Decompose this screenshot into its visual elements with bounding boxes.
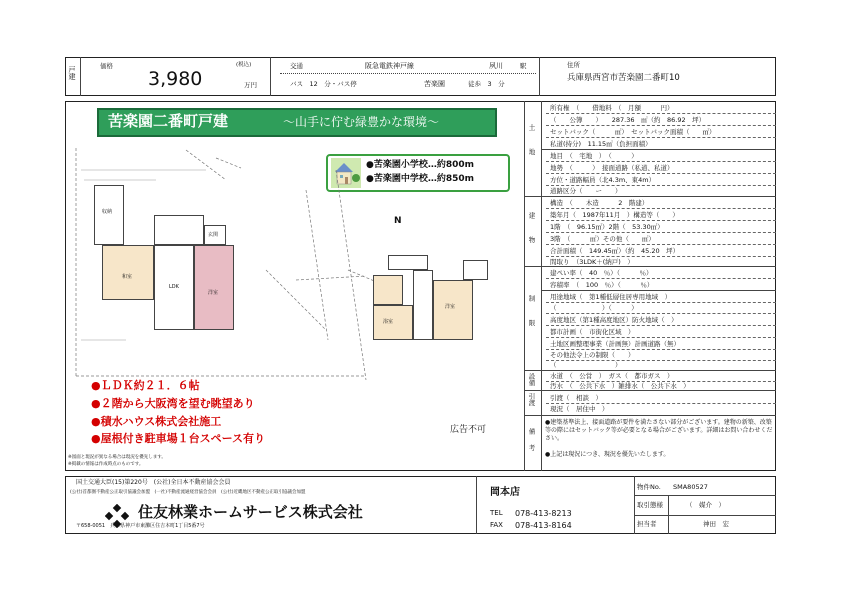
address-value: 兵庫県西宮市苦楽園二番町10 <box>567 73 680 83</box>
price-tax: (税込) <box>236 62 252 68</box>
banner-title: 苦楽園二番町戸建 <box>108 112 229 130</box>
building-built: 築年月（ 1987年11月 ）構造等（ ） <box>550 211 679 219</box>
feature-3: ●積水ハウス株式会社施工 <box>91 415 222 428</box>
fax-value: 078-413-8164 <box>515 521 572 530</box>
fp2-western: 洋室 <box>445 304 456 310</box>
property-no-label: 物件No. <box>637 483 661 491</box>
fax-label: FAX <box>490 521 503 529</box>
land-setback: セットバック（ ㎡） セットバック面積（ ㎡） <box>550 128 716 136</box>
building-floor3: 3階 （ ㎡）その他（ ㎡） <box>550 235 655 243</box>
land-private-road: 私道(持分) 11.15㎡（負担面積） <box>550 140 652 148</box>
restriction-zone2: （ ）（ ） <box>550 304 638 312</box>
license: 国土交通大臣(15)第220号 (公社)全日本不動産協会会員 <box>76 479 231 486</box>
restriction-other: その他法令上の制限（ ） <box>550 351 635 359</box>
feature-2: ●２階から大阪湾を望む眺望あり <box>91 397 255 410</box>
price-unit: 万円 <box>244 81 257 89</box>
restriction-other2: （ ） <box>550 361 622 369</box>
kind-label: 戸建 <box>68 66 76 80</box>
station-name: 夙川 <box>489 62 503 70</box>
section-building: 建物 <box>527 212 536 261</box>
section-land: 土地 <box>527 124 536 173</box>
land-road: 地勢 （ ） 接面道路（私道、私道） <box>550 164 674 172</box>
ad-note: 広告不可 <box>450 425 487 435</box>
restriction-coverage: 建ぺい率（ 40 ％）（ ％） <box>550 269 653 277</box>
section-restriction: 制限 <box>527 295 536 344</box>
feature-4: ●屋根付き駐車場１台スペース有り <box>91 432 266 445</box>
remarks-text: ●建築基準法上、接面道路が要件を満たさない部分がございます。建物の新築、改築等の際にはセットバック等が必要となる場合がございます。詳細はお問い合わせください。 <box>545 419 773 442</box>
restriction-zone: 用途地域（ 第1種低層住居専用地域 ） <box>550 293 672 301</box>
section-handover: 引渡 <box>527 393 536 406</box>
address-label: 住所 <box>567 61 580 69</box>
fp2-bath: 浴室 <box>383 319 394 325</box>
staff-value: 神田 宏 <box>703 520 729 528</box>
section-facility: 設備 <box>527 373 536 386</box>
land-owner: 所有権 （ 借地料 （ 月額 円） <box>550 104 674 112</box>
line-name: 阪急電鉄神戸線 <box>365 62 414 70</box>
handover-status: 引渡（ 相談 ） <box>550 394 602 402</box>
floorplan-2f <box>373 255 493 345</box>
tel-label: TEL <box>490 509 503 517</box>
station-suffix: 駅 <box>520 62 527 70</box>
bus-stop: 苦楽園 <box>424 80 445 88</box>
facility-sewage: 汚水 （ 公共下水 ）雑排水（ 公共下水 ） <box>550 382 690 390</box>
company-address: 〒658-0051 兵庫県神戸市東灘区住吉本町1丁目5番7号 <box>76 523 205 529</box>
transaction-label: 取引態様 <box>637 501 663 509</box>
fp1-storage: 収納 <box>102 209 113 215</box>
traffic-label: 交通 <box>290 62 303 70</box>
transaction-value: （ 媒介 ） <box>686 501 725 509</box>
fp1-ldk: LDK <box>169 284 179 290</box>
restriction-city: 都市計画（ 市街化区域 ） <box>550 328 635 336</box>
land-category: 地目 （ 宅地 ） （ ） <box>550 152 638 160</box>
fp1-western: 洋室 <box>208 290 219 296</box>
company-name: 住友林業ホームサービス株式会社 <box>138 503 363 521</box>
walk-text: 徒歩 3 分 <box>468 80 505 88</box>
building-structure: 構造 （ 木造 2 階建） <box>550 199 649 207</box>
branch-name: 岡本店 <box>490 487 520 498</box>
fp1-entrance: 玄関 <box>208 232 219 238</box>
feature-1: ●ＬＤＫ約２１．６帖 <box>91 379 200 392</box>
north-icon: N <box>394 216 402 226</box>
price-label: 価格 <box>100 62 113 70</box>
land-road-width: 方位・道路幅員（北4.3m、東4m） <box>550 176 656 184</box>
school-1: ●苦楽園小学校…約800m <box>366 160 475 170</box>
bus-text: バス 12 分・バス停 <box>290 80 357 88</box>
remarks-note: ●上記は現況につき、現況を優先いたします。 <box>545 451 670 458</box>
disclaimer-1: ※図面と現況が異なる場合は現況を優先します。 <box>68 455 166 460</box>
building-floor1: 1階 （ 96.15㎡）2階（ 53.30㎡） <box>550 223 664 231</box>
facility-water: 水道 （ 公営 ） ガス（ 都市ガス ） <box>550 372 674 380</box>
assoc: (公社)首都圏不動産公正取引協議会加盟 (一社)不動産流通経営協会会員 (公社)近畿地区不動産公正取引協議会加盟 <box>70 490 306 495</box>
restriction-district: 高度地区（第1種高度地区）防火地域（ ） <box>550 316 678 324</box>
price-value: 3,980 <box>148 68 203 90</box>
staff-label: 担当者 <box>637 520 657 528</box>
restriction-far: 容積率 （ 100 ％）（ ％） <box>550 281 654 289</box>
building-total: 合計面積（ 149.45㎡）（約 45.20 坪） <box>550 247 680 255</box>
land-road-ratio: 道路区分（ ー ） <box>550 187 622 195</box>
fp1-japanese: 和室 <box>122 274 133 280</box>
disclaimer-2: ※掲載の情報は作成時点のものです。 <box>68 462 144 467</box>
building-layout: 間取り （3LDK＋(納戸) ） <box>550 258 634 266</box>
floorplan-1f <box>94 185 254 330</box>
section-remarks: 備考 <box>527 428 536 461</box>
land-area: （ 公簿 ） 287.36 ㎡（約 86.92 坪） <box>550 116 706 124</box>
school-2: ●苦楽園中学校…約850m <box>366 174 475 184</box>
tel-value: 078-413-8213 <box>515 509 572 518</box>
handover-current: 現況（ 居住中 ） <box>550 405 609 413</box>
property-no-value: SMA80527 <box>673 483 708 491</box>
restriction-land-readjust: 土地区画整理事業（計画無）計画道路（無） <box>550 340 680 348</box>
banner-subtitle: ～山手に佇む緑豊かな環境～ <box>283 115 440 129</box>
